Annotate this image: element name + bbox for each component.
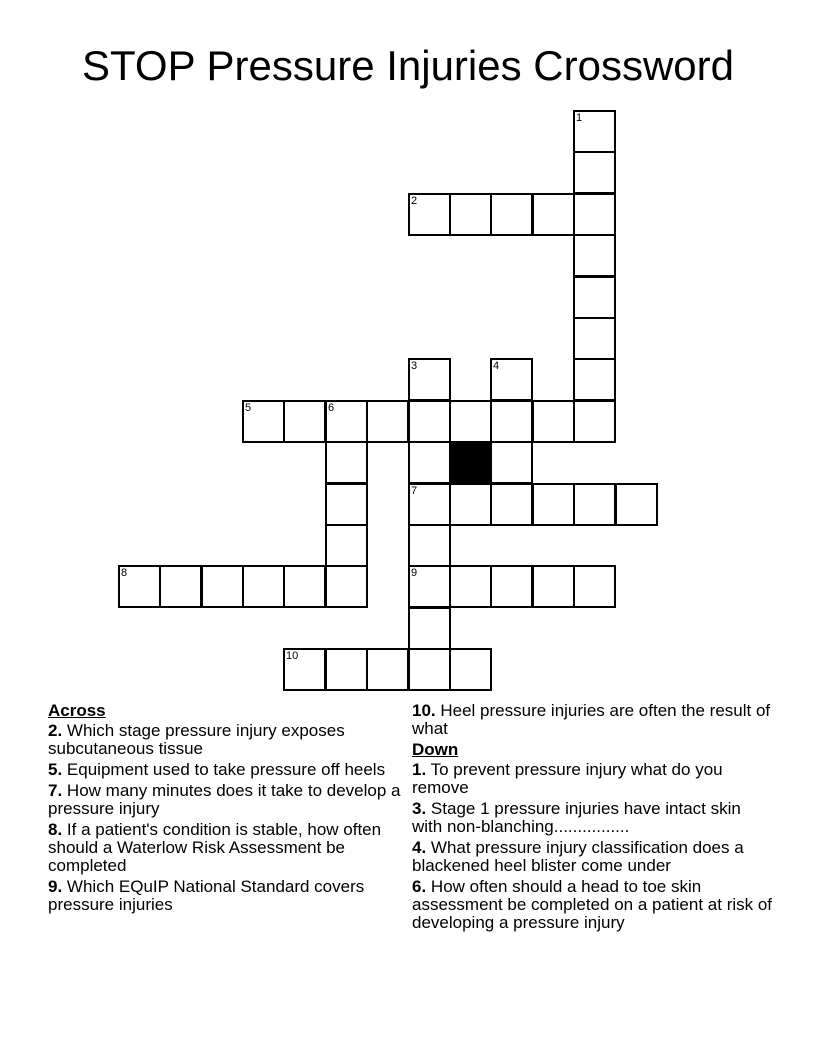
grid-cell[interactable] (408, 358, 451, 401)
clue-number: 1. (412, 760, 427, 779)
clue-across-9 (48, 878, 406, 914)
grid-cell[interactable] (283, 400, 326, 443)
grid-cell[interactable] (408, 648, 451, 691)
grid-cell[interactable] (573, 483, 616, 526)
clue-across-7 (48, 782, 406, 818)
grid-cell[interactable] (573, 358, 616, 401)
grid-cell[interactable] (573, 193, 616, 236)
grid-cell[interactable] (201, 565, 244, 608)
cell-number: 2 (411, 195, 418, 207)
clue-number: 2. (48, 721, 63, 740)
grid-cell[interactable] (325, 524, 368, 567)
grid-cell[interactable] (532, 483, 575, 526)
grid-cell[interactable] (242, 400, 285, 443)
clue-number: 7. (48, 781, 63, 800)
clue-number: 9. (48, 877, 63, 896)
grid-cell[interactable] (490, 358, 533, 401)
grid-cell[interactable] (325, 441, 368, 484)
cell-number: 10 (286, 650, 299, 662)
clue-text: Which stage pressure injury exposes subcutaneous tissue (48, 721, 345, 758)
grid-cell[interactable] (573, 234, 616, 277)
cell-number: 4 (493, 360, 500, 372)
grid-cell[interactable] (490, 400, 533, 443)
clue-number: 8. (48, 820, 63, 839)
down-heading: Down (412, 740, 459, 759)
grid-cell[interactable] (366, 648, 409, 691)
grid-cell[interactable] (449, 565, 492, 608)
grid-cell[interactable] (408, 524, 451, 567)
grid-cell[interactable] (408, 441, 451, 484)
grid-cell[interactable] (490, 565, 533, 608)
black-cell (449, 441, 492, 484)
grid-cell[interactable] (449, 483, 492, 526)
clue-column-left (48, 702, 406, 917)
grid-cell[interactable] (573, 400, 616, 443)
clue-text: What pressure injury classification does a blackened heel blister come under (412, 838, 744, 875)
clue-down-6 (412, 878, 774, 932)
grid-cell[interactable] (283, 648, 326, 691)
grid-cell[interactable] (408, 607, 451, 650)
clue-down-3 (412, 800, 774, 836)
clue-column-right (412, 702, 774, 935)
clue-text: Which EQuIP National Standard covers pressure injuries (48, 877, 365, 914)
grid-cell[interactable] (532, 400, 575, 443)
grid-cell[interactable] (118, 565, 161, 608)
grid-cell[interactable] (408, 483, 451, 526)
across-heading: Across (48, 701, 106, 720)
clue-number: 4. (412, 838, 427, 857)
grid-cell[interactable] (449, 648, 492, 691)
grid-cell[interactable] (242, 565, 285, 608)
clue-text: To prevent pressure injury what do you remove (412, 760, 723, 797)
cell-number: 5 (245, 402, 252, 414)
grid-cell[interactable] (366, 400, 409, 443)
cell-number: 3 (411, 360, 418, 372)
grid-cell[interactable] (573, 110, 616, 153)
cell-number: 8 (121, 567, 128, 579)
grid-cell[interactable] (490, 483, 533, 526)
clue-text: If a patient's condition is stable, how often should a Waterlow Risk Assessment be completed (48, 820, 382, 875)
page-title: STOP Pressure Injuries Crossword (81, 42, 734, 89)
clue-down-1 (412, 761, 774, 797)
grid-cell[interactable] (532, 193, 575, 236)
grid-cell[interactable] (532, 565, 575, 608)
grid-cell[interactable] (283, 565, 326, 608)
grid-cell[interactable] (573, 565, 616, 608)
clue-across-5 (48, 761, 406, 779)
grid-cell[interactable] (615, 483, 658, 526)
clue-across-2 (48, 722, 406, 758)
cell-number: 9 (411, 567, 418, 579)
cell-number: 6 (328, 402, 335, 414)
grid-cell[interactable] (573, 151, 616, 194)
grid-cell[interactable] (573, 317, 616, 360)
cell-number: 7 (411, 485, 418, 497)
grid-cell[interactable] (449, 400, 492, 443)
clue-text: Equipment used to take pressure off heels (66, 760, 386, 779)
clue-text: Stage 1 pressure injuries have intact skin with non-blanching................ (412, 799, 741, 836)
grid-cell[interactable] (490, 441, 533, 484)
grid-cell[interactable] (408, 565, 451, 608)
grid-cell[interactable] (490, 193, 533, 236)
grid-cell[interactable] (449, 193, 492, 236)
clue-text: How many minutes does it take to develop a pressure injury (48, 781, 401, 818)
clue-across-10 (412, 702, 774, 738)
grid-cell[interactable] (408, 193, 451, 236)
clue-number: 3. (412, 799, 427, 818)
clue-number: 5. (48, 760, 63, 779)
clue-number: 6. (412, 877, 427, 896)
grid-cell[interactable] (325, 565, 368, 608)
grid-cell[interactable] (573, 276, 616, 319)
grid-cell[interactable] (325, 483, 368, 526)
grid-cell[interactable] (159, 565, 202, 608)
clue-across-8 (48, 821, 406, 875)
clue-text: Heel pressure injuries are often the result of what (412, 701, 771, 738)
clue-number: 10. (412, 701, 436, 720)
cell-number: 1 (576, 112, 583, 124)
grid-cell[interactable] (325, 648, 368, 691)
grid-cell[interactable] (408, 400, 451, 443)
clue-text: How often should a head to toe skin assessment be completed on a patient at risk of developing a pressure injury (412, 877, 773, 932)
clue-down-4 (412, 839, 774, 875)
grid-cell[interactable] (325, 400, 368, 443)
